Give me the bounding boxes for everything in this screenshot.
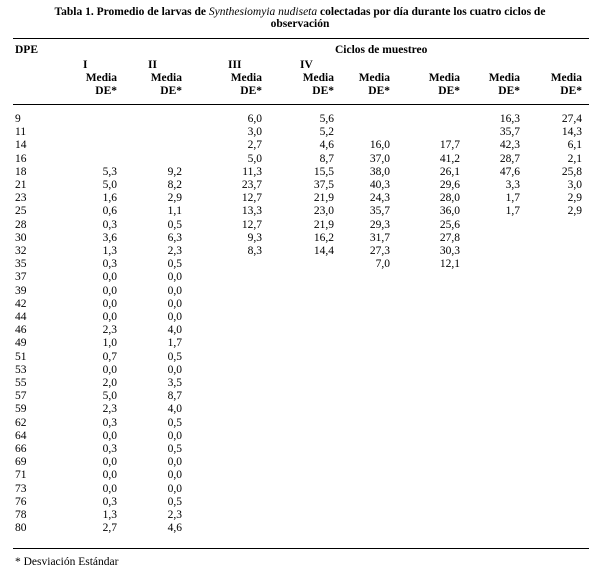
- cycle-label-3: III: [228, 59, 242, 71]
- dpe-cell: 73: [15, 482, 27, 495]
- value-cell: 0,0: [102, 284, 117, 297]
- value-cell: 9,2: [167, 165, 182, 178]
- value-cell: 26,1: [439, 165, 460, 178]
- value-cell: 12,7: [241, 218, 262, 231]
- value-cell: 21,9: [313, 192, 334, 205]
- value-cell: 2,7: [102, 522, 117, 535]
- cycle-label-1: I: [83, 59, 88, 71]
- value-cell: 5,0: [247, 152, 262, 165]
- value-cell: 24,3: [369, 192, 390, 205]
- dpe-cell: 80: [15, 522, 27, 535]
- dpe-cell: 51: [15, 350, 27, 363]
- value-cell: 0,5: [167, 495, 182, 508]
- value-cell: 7,0: [375, 258, 390, 271]
- value-cell: 2,7: [247, 139, 262, 152]
- value-cell: 0,0: [167, 311, 182, 323]
- value-cell: 2,0: [102, 377, 117, 389]
- value-cell: 0,0: [102, 363, 117, 376]
- dpe-cell: 28: [15, 218, 27, 231]
- value-cell: 0,0: [167, 456, 182, 469]
- value-cell: 0,3: [102, 218, 117, 231]
- value-cell: 1,1: [167, 205, 182, 218]
- value-cell: 28,0: [439, 192, 460, 205]
- value-cell: 27,4: [561, 113, 582, 125]
- value-cell: 0,0: [102, 469, 117, 482]
- top-rule: [13, 38, 589, 39]
- value-cell: 5,3: [102, 165, 117, 178]
- value-cell: 35,7: [499, 126, 520, 139]
- dpe-cell: 46: [15, 324, 27, 337]
- value-cell: 1,6: [102, 192, 117, 205]
- value-cell: 0,0: [102, 456, 117, 469]
- value-cell: 40,3: [369, 179, 390, 191]
- value-cell: 12,1: [439, 258, 460, 271]
- value-cell: 3,3: [505, 179, 520, 191]
- value-cell: 29,6: [439, 179, 460, 191]
- dpe-cell: 23: [15, 192, 27, 205]
- media-header-8: Media: [550, 72, 582, 84]
- species-name: Synthesiomyia nudiseta: [208, 6, 318, 18]
- value-cell: 8,2: [167, 179, 182, 191]
- bottom-rule: [13, 548, 589, 549]
- value-cell: 4,0: [167, 403, 182, 416]
- value-cell: 0,0: [102, 482, 117, 495]
- value-cell: 16,0: [369, 139, 390, 152]
- dpe-cell: 30: [15, 231, 27, 244]
- dpe-cell: 11: [15, 126, 27, 139]
- media-header-7: Media: [488, 72, 520, 84]
- value-cell: 0,5: [167, 350, 182, 363]
- table-title: Tabla 1. Promedio de larvas de Synthesiomyia nudiseta colectadas por día durante los cuatro ciclos de observación: [54, 6, 546, 30]
- value-cell: 0,0: [167, 469, 182, 482]
- dpe-cell: 42: [15, 297, 27, 310]
- value-cell: 1,3: [102, 245, 117, 257]
- dpe-cell: 39: [15, 284, 27, 297]
- value-cell: 6,0: [247, 113, 262, 125]
- value-cell: 0,0: [102, 429, 117, 442]
- value-cell: 23,0: [313, 205, 334, 218]
- dpe-cell: 21: [15, 179, 27, 191]
- value-cell: 1,3: [102, 509, 117, 521]
- media-header-5: Media: [358, 72, 390, 84]
- dpe-cell: 71: [15, 469, 27, 482]
- value-cell: 0,0: [167, 297, 182, 310]
- media-header-1: Media: [85, 72, 117, 84]
- value-cell: 8,3: [247, 245, 262, 257]
- de-header-1: DE*: [95, 85, 117, 97]
- value-cell: 6,1: [567, 139, 582, 152]
- value-cell: 4,6: [319, 139, 334, 152]
- value-cell: 37,5: [313, 179, 334, 191]
- value-cell: 0,0: [102, 297, 117, 310]
- value-cell: 42,3: [499, 139, 520, 152]
- value-cell: 5,6: [319, 113, 334, 125]
- value-cell: 4,6: [167, 522, 182, 535]
- media-header-4: Media: [302, 72, 334, 84]
- value-cell: 17,7: [439, 139, 460, 152]
- value-cell: 41,2: [439, 152, 460, 165]
- dpe-cell: 25: [15, 205, 27, 218]
- value-cell: 0,0: [102, 311, 117, 323]
- header-rule: [13, 104, 589, 105]
- value-cell: 0,0: [167, 271, 182, 284]
- dpe-cell: 9: [15, 113, 21, 125]
- dpe-cell: 78: [15, 509, 27, 521]
- de-header-7: DE*: [498, 85, 520, 97]
- value-cell: 1,7: [505, 192, 520, 205]
- de-header-6: DE*: [438, 85, 460, 97]
- value-cell: 2,9: [567, 192, 582, 205]
- value-cell: 0,0: [167, 429, 182, 442]
- value-cell: 31,7: [369, 231, 390, 244]
- dpe-cell: 37: [15, 271, 27, 284]
- value-cell: 2,9: [167, 192, 182, 205]
- value-cell: 15,5: [313, 165, 334, 178]
- dpe-cell: 44: [15, 311, 27, 323]
- value-cell: 13,3: [241, 205, 262, 218]
- de-header-3: DE*: [240, 85, 262, 97]
- value-cell: 3,6: [102, 231, 117, 244]
- dpe-cell: 57: [15, 390, 27, 403]
- dpe-cell: 32: [15, 245, 27, 257]
- value-cell: 29,3: [369, 218, 390, 231]
- value-cell: 3,5: [167, 377, 182, 389]
- dpe-cell: 64: [15, 429, 27, 442]
- value-cell: 0,5: [167, 416, 182, 429]
- de-header-4: DE*: [312, 85, 334, 97]
- value-cell: 2,1: [567, 152, 582, 165]
- value-cell: 8,7: [319, 152, 334, 165]
- value-cell: 27,3: [369, 245, 390, 257]
- dpe-cell: 59: [15, 403, 27, 416]
- group-header: Ciclos de muestreo: [335, 44, 428, 56]
- media-header-3: Media: [230, 72, 262, 84]
- value-cell: 35,7: [369, 205, 390, 218]
- value-cell: 12,7: [241, 192, 262, 205]
- value-cell: 0,3: [102, 258, 117, 271]
- value-cell: 0,0: [167, 363, 182, 376]
- value-cell: 5,2: [319, 126, 334, 139]
- value-cell: 38,0: [369, 165, 390, 178]
- value-cell: 0,5: [167, 258, 182, 271]
- cycle-label-2: II: [148, 59, 157, 71]
- footnote: * Desviación Estándar: [15, 556, 119, 568]
- value-cell: 1,7: [167, 337, 182, 350]
- de-header-5: DE*: [368, 85, 390, 97]
- value-cell: 2,3: [167, 509, 182, 521]
- dpe-cell: 62: [15, 416, 27, 429]
- value-cell: 37,0: [369, 152, 390, 165]
- value-cell: 28,7: [499, 152, 520, 165]
- media-header-2: Media: [150, 72, 182, 84]
- value-cell: 3,0: [247, 126, 262, 139]
- dpe-cell: 53: [15, 363, 27, 376]
- dpe-header: DPE: [15, 44, 38, 56]
- dpe-cell: 55: [15, 377, 27, 389]
- de-header-8: DE*: [560, 85, 582, 97]
- value-cell: 16,3: [499, 113, 520, 125]
- value-cell: 25,8: [561, 165, 582, 178]
- value-cell: 14,4: [313, 245, 334, 257]
- dpe-cell: 14: [15, 139, 27, 152]
- dpe-cell: 66: [15, 443, 27, 455]
- value-cell: 16,2: [313, 231, 334, 244]
- cycle-label-4: IV: [300, 59, 313, 71]
- value-cell: 0,0: [102, 271, 117, 284]
- value-cell: 0,6: [102, 205, 117, 218]
- value-cell: 4,0: [167, 324, 182, 337]
- value-cell: 23,7: [241, 179, 262, 191]
- de-header-2: DE*: [160, 85, 182, 97]
- value-cell: 6,3: [167, 231, 182, 244]
- dpe-cell: 69: [15, 456, 27, 469]
- value-cell: 14,3: [561, 126, 582, 139]
- value-cell: 1,7: [505, 205, 520, 218]
- value-cell: 25,6: [439, 218, 460, 231]
- value-cell: 2,9: [567, 205, 582, 218]
- dpe-cell: 18: [15, 165, 27, 178]
- value-cell: 3,0: [567, 179, 582, 191]
- value-cell: 2,3: [167, 245, 182, 257]
- value-cell: 0,5: [167, 218, 182, 231]
- value-cell: 0,0: [167, 284, 182, 297]
- value-cell: 5,0: [102, 390, 117, 403]
- media-header-6: Media: [428, 72, 460, 84]
- value-cell: 2,3: [102, 403, 117, 416]
- value-cell: 11,3: [242, 165, 262, 178]
- dpe-cell: 35: [15, 258, 27, 271]
- value-cell: 5,0: [102, 179, 117, 191]
- dpe-cell: 16: [15, 152, 27, 165]
- value-cell: 47,6: [499, 165, 520, 178]
- value-cell: 0,0: [167, 482, 182, 495]
- dpe-cell: 76: [15, 495, 27, 508]
- value-cell: 2,3: [102, 324, 117, 337]
- value-cell: 36,0: [439, 205, 460, 218]
- dpe-cell: 49: [15, 337, 27, 350]
- value-cell: 0,3: [102, 416, 117, 429]
- value-cell: 0,5: [167, 443, 182, 455]
- value-cell: 1,0: [102, 337, 117, 350]
- value-cell: 21,9: [313, 218, 334, 231]
- value-cell: 8,7: [167, 390, 182, 403]
- value-cell: 0,3: [102, 495, 117, 508]
- value-cell: 30,3: [439, 245, 460, 257]
- value-cell: 9,3: [247, 231, 262, 244]
- value-cell: 0,3: [102, 443, 117, 455]
- value-cell: 0,7: [102, 350, 117, 363]
- value-cell: 27,8: [439, 231, 460, 244]
